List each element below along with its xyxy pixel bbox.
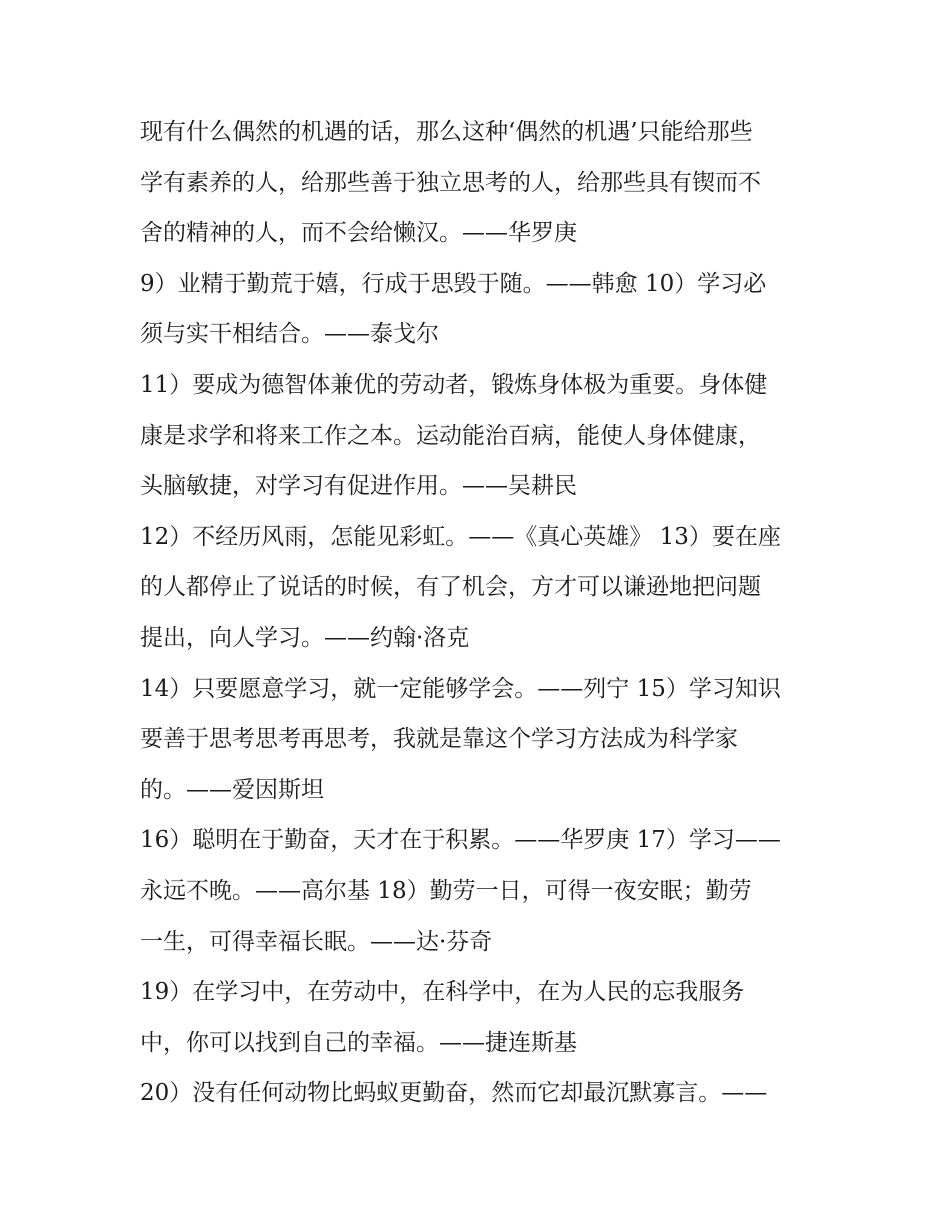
text-line: 9）业精于勤荒于嬉，行成于思毁于随。——韩愈 10）学习必 bbox=[140, 270, 767, 297]
text-line: 16）聪明在于勤奋，天才在于积累。——华罗庚 17）学习—— bbox=[140, 827, 781, 854]
text-line: 现有什么偶然的机遇的话，那么这种‘偶然的机遇’只能给那些 bbox=[140, 119, 753, 145]
text-line: 12）不经历风雨，怎能见彩虹。——《真心英雄》 13）要在座 bbox=[140, 523, 781, 550]
text-line: 的。——爱因斯坦 bbox=[140, 776, 324, 803]
text-line: 永远不晚。——高尔基 18）勤劳一日，可得一夜安眠；勤劳 bbox=[140, 877, 752, 904]
text-line: 14）只要愿意学习，就一定能够学会。——列宁 15）学习知识 bbox=[140, 675, 781, 702]
text-line: 舍的精神的人，而不会给懒汉。——华罗庚 bbox=[140, 220, 577, 247]
text-line: 头脑敏捷，对学习有促进作用。——吴耕民 bbox=[140, 473, 577, 500]
text-line: 提出，向人学习。——约翰·洛克 bbox=[140, 624, 470, 651]
text-line: 学有素养的人，给那些善于独立思考的人，给那些具有锲而不 bbox=[140, 169, 761, 196]
quotes-text-block bbox=[140, 107, 820, 1119]
text-line: 康是求学和将来工作之本。运动能治百病，能使人身体健康， bbox=[140, 422, 761, 449]
text-line: 一生，可得幸福长眠。——达·芬奇 bbox=[140, 928, 493, 955]
text-line: 须与实干相结合。——泰戈尔 bbox=[140, 321, 439, 348]
text-line: 要善于思考思考再思考，我就是靠这个学习方法成为科学家 bbox=[140, 726, 738, 753]
text-line: 11）要成为德智体兼优的劳动者，锻炼身体极为重要。身体健 bbox=[140, 371, 768, 398]
text-line: 的人都停止了说话的时候，有了机会，方才可以谦逊地把问题 bbox=[140, 574, 761, 601]
text-line: 中，你可以找到自己的幸福。——捷连斯基 bbox=[140, 1029, 577, 1056]
text-line: 19）在学习中，在劳动中，在科学中，在为人民的忘我服务 bbox=[140, 979, 745, 1006]
text-line: 20）没有任何动物比蚂蚁更勤奋，然而它却最沉默寡言。—— bbox=[140, 1080, 768, 1107]
